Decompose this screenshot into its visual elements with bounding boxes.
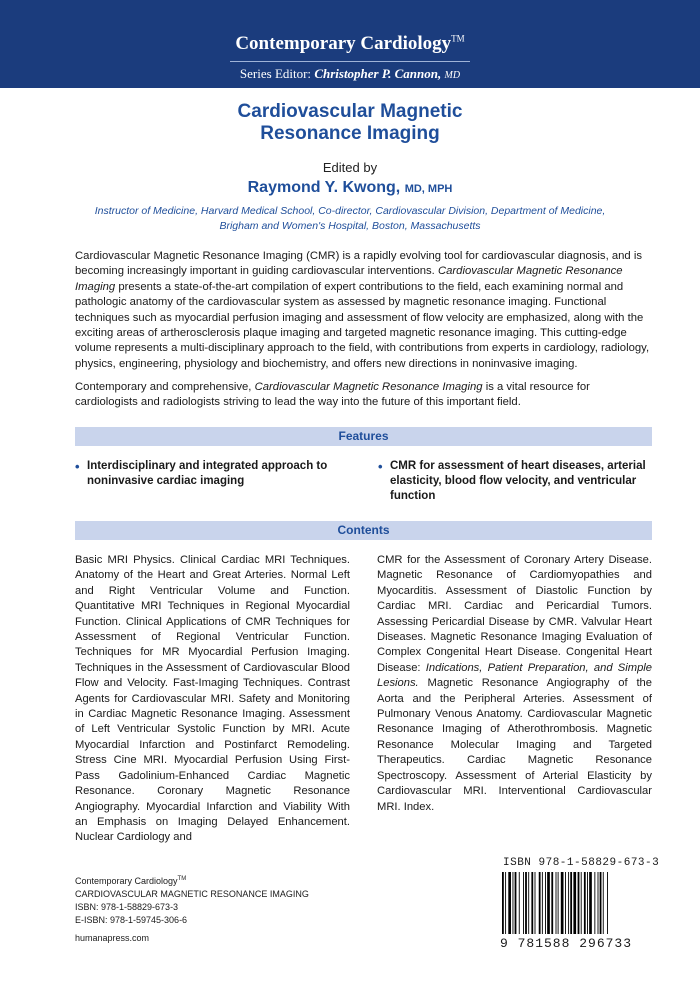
barcode-bar	[513, 872, 514, 934]
book-title	[0, 101, 700, 145]
series-editor-degree: MD	[444, 70, 461, 81]
series-editor-name: Christopher P. Cannon,	[314, 66, 442, 81]
barcode-bar	[607, 872, 608, 934]
barcode-digits: 9 781588 296733	[500, 936, 633, 951]
affiliation-line-2: Brigham and Women's Hospital, Boston, Massachusetts	[219, 220, 481, 232]
series-header	[0, 0, 700, 88]
barcode-bar	[565, 872, 566, 934]
imprint-title: CARDIOVASCULAR MAGNETIC RESONANCE IMAGING	[75, 889, 309, 899]
contents-italic-phrase: Indications, Patient Preparation, and Simple Lesions.	[377, 661, 652, 690]
barcode-bar	[594, 872, 595, 934]
barcode-bar	[531, 872, 533, 934]
volume-editor-name: Raymond Y. Kwong,	[247, 179, 401, 196]
feature-item: • Interdisciplinary and integrated approach to noninvasive cardiac imaging	[75, 459, 362, 489]
publisher-url[interactable]: humanapress.com	[75, 933, 150, 943]
contents-column-2: CMR for the Assessment of Coronary Artery Disease. Magnetic Resonance of Cardiomyopathies and Myocarditis. Assessment of Diastolic Function by Cardiac MRI. Cardiac and Pericardial Tumors. Assessing Pericardial Disease by CMR. Valvular Heart Diseases. Magnetic Resonance Imaging Evaluation of Complex Congenital Heart Disease. Congenital Heart Disease: Indications, Patient Preparation, and Simple Lesions. Magnetic Resonance Angiography of the Aorta and the Peripheral Arteries. Assessment of Pulmonary Venous Anatomy. Cardiovascular Magnetic Resonance Imaging of Atherothrombosis. Magnetic Resonance Molecular Imaging and Targeted Therapeutics. Cardiac Magnetic Resonance Spectroscopy. Assessment of Arterial Elasticity by Cardiovascular MRI. Interventional Cardiovascular MRI. Index.	[377, 554, 653, 813]
barcode-bar	[542, 872, 543, 934]
barcode-bar	[508, 872, 511, 934]
feature-item: • CMR for assessment of heart diseases, arterial elasticity, blood flow velocity, and ventricular function	[378, 459, 665, 504]
barcode-bar	[587, 872, 588, 934]
barcode-bar	[570, 872, 572, 934]
trademark-mark: TM	[177, 876, 187, 882]
edited-by-label: Edited by	[322, 160, 378, 175]
barcode-bar	[598, 872, 599, 934]
imprint-eisbn: E-ISBN: 978-1-59745-306-6	[75, 915, 188, 925]
imprint-isbn: ISBN: 978-1-58829-673-3	[75, 902, 179, 912]
barcode-bar	[603, 872, 604, 934]
barcode-bar	[551, 872, 553, 934]
barcode-bar	[556, 872, 557, 934]
barcode-bar	[515, 872, 517, 934]
contents-column-1: Basic MRI Physics. Clinical Cardiac MRI Techniques. Anatomy of the Heart and Great Arteries. Normal Left and Right Ventricular Volume and Function. Quantitative MRI Techniques in Regional Myocardial Function. Clinical Applications of CMR Techniques for Assessment of Regional Ventricular Function. Techniques for MR Myocardial Perfusion Imaging. Techniques in the Assessment of Cardiovascular Blood Flow and Velocity. Fast-Imaging Techniques. Contrast Agents for Cardiovascular MRI. Safety and Monitoring in Cardiac Magnetic Resonance Imaging. Assessment of Left Ventricular Systolic Function by MRI. Acute Myocardial Infarction and Postinfarct Remodeling. Stress Cine MRI. Myocardial Perfusion Using First-Pass Gadolinium-Enhanced Cardiac Magnetic Resonance. Coronary Magnetic Resonance Angiography. Myocardial Infarction and Viability With an Emphasis on Imaging Delayed Enhancement. Nuclear Cardiology and	[75, 554, 350, 844]
barcode-bar	[581, 872, 582, 934]
barcode-bar	[525, 872, 527, 934]
series-editor	[0, 66, 700, 82]
barcode-isbn-label: ISBN 978-1-58829-673-3	[503, 857, 660, 869]
contents-heading: Contents	[75, 521, 652, 540]
volume-editor-degrees: MD, MPH	[404, 183, 453, 195]
header-divider	[230, 61, 470, 62]
book-title-italic: Cardiovascular Magnetic Resonance Imaging	[254, 381, 483, 393]
barcode-bar	[523, 872, 524, 934]
description-paragraph-2: Contemporary and comprehensive, Cardiovascular Magnetic Resonance Imaging is a vital resource for cardiologists and radiologists striving to lead the way into the future of this important field.	[75, 381, 590, 409]
barcode-bar	[584, 872, 586, 934]
barcode-bar	[573, 872, 576, 934]
description-paragraph-1: Cardiovascular Magnetic Resonance Imaging (CMR) is a rapidly evolving tool for cardiovascular diagnosis, and is becoming increasingly important in guiding cardiovascular interventions. Cardiovascular Magnetic Resonance Imaging presents a state-of-the-art compilation of expert contributions to the field, each examining normal and pathologic anatomy of the cardiovascular system as assessed by magnetic resonance imaging. Functional techniques such as myocardial perfusion imaging and assessment of flow velocity are emphasized, along with the exciting areas of artherosclerosis plaque imaging and targeted magnetic resonance imaging. This cutting-edge volume represents a multi-disciplinary approach to the field, with contributions from experts in cardiology, radiology, physics, engineering, physiology and biochemistry, and offers new directions in noninvasive imaging.	[75, 250, 650, 370]
barcode-bar	[589, 872, 592, 934]
imprint-series: Contemporary Cardiology™	[75, 876, 187, 886]
barcode-bar	[528, 872, 529, 934]
imprint-block	[75, 873, 309, 945]
barcode-bar	[505, 872, 506, 934]
editor-affiliation	[90, 204, 610, 234]
barcode-bar	[600, 872, 602, 934]
book-title-line-2: Resonance Imaging	[260, 123, 440, 144]
barcode-bar	[519, 872, 520, 934]
barcode-bar	[545, 872, 546, 934]
affiliation-line-1: Instructor of Medicine, Harvard Medical School, Co-director, Cardiovascular Division, Department of Medicine,	[94, 205, 606, 217]
book-title-italic: Cardiovascular Magnetic Resonance Imaging	[75, 265, 623, 293]
barcode-bar	[561, 872, 564, 934]
barcode-bar	[578, 872, 580, 934]
barcode-bar	[539, 872, 541, 934]
barcode-bar	[502, 872, 504, 934]
barcode-bar	[558, 872, 559, 934]
series-editor-label: Series Editor:	[239, 66, 312, 81]
book-title-line-1: Cardiovascular Magnetic	[237, 101, 463, 122]
barcode-image	[500, 872, 650, 934]
volume-editor	[0, 179, 700, 197]
barcode-bar	[535, 872, 536, 934]
series-title: Contemporary Cardiology™	[235, 33, 465, 54]
features-heading: Features	[75, 427, 652, 446]
barcode-bar	[568, 872, 569, 934]
barcode-bar	[547, 872, 550, 934]
trademark-mark: TM	[451, 33, 465, 44]
